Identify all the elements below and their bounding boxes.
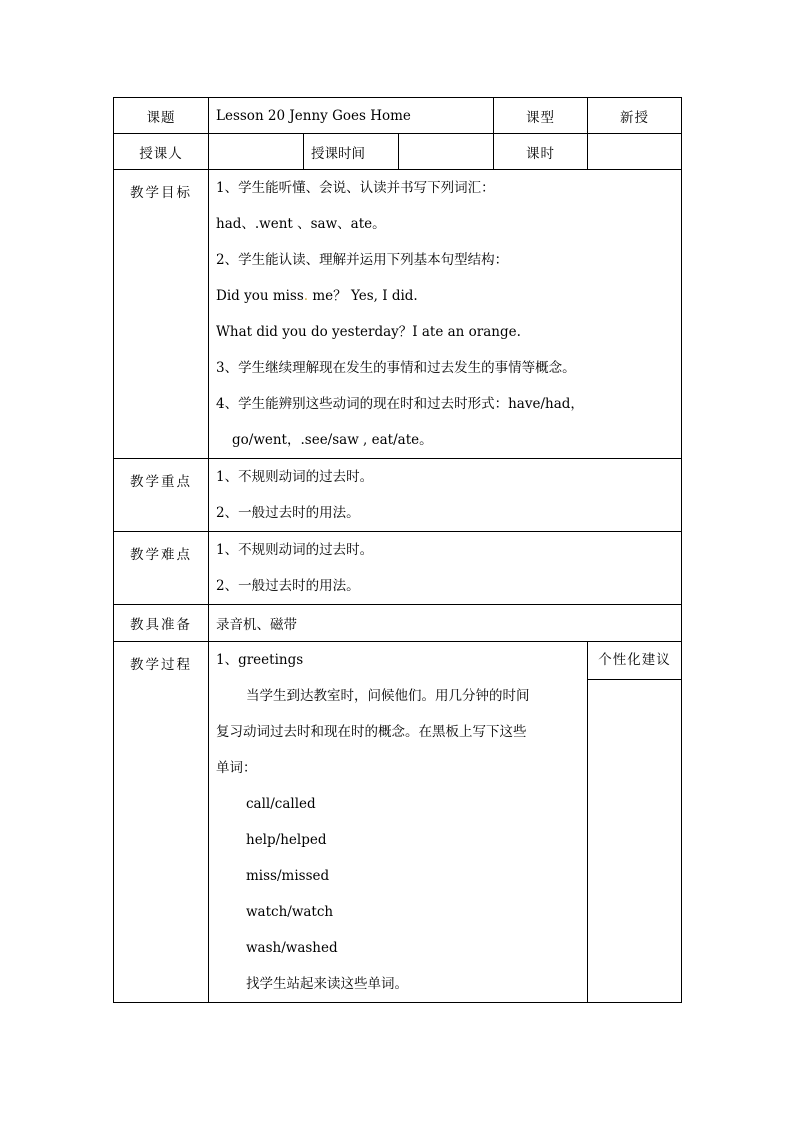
key-points-content xyxy=(209,459,682,532)
objective-line: 4、学生能辨别这些动词的现在时和过去时形式：have/had， xyxy=(216,396,584,412)
sentence-part-2: me？ Yes, I did. xyxy=(308,288,418,304)
row-teacher xyxy=(114,134,682,170)
objective-line: 2、学生能认读、理解并运用下列基本句型结构： xyxy=(216,252,509,268)
objective-line: go/went，.see/saw , eat/ate。 xyxy=(232,432,433,448)
row-topic xyxy=(114,98,682,134)
objective-line: 1、学生能听懂、会说、认读并书写下列词汇： xyxy=(216,180,495,196)
process-word: miss/missed xyxy=(246,868,330,884)
process-line: 复习动词过去时和现在时的概念。在黑板上写下这些 xyxy=(216,724,527,740)
process-word: watch/watch xyxy=(246,904,334,920)
advice-column xyxy=(588,642,682,1003)
objectives-label: 教学目标 xyxy=(114,170,209,459)
objective-line: had、.went 、saw、ate。 xyxy=(216,216,386,232)
row-difficulties xyxy=(114,532,682,605)
type-value: 新授 xyxy=(588,98,682,134)
difficulty-line: 1、不规则动词的过去时。 xyxy=(216,542,374,558)
process-label: 教学过程 xyxy=(114,642,209,1003)
topic-label: 课题 xyxy=(114,98,209,134)
process-line: 当学生到达教室时，问候他们。用几分钟的时间 xyxy=(246,688,530,704)
row-objectives xyxy=(114,170,682,459)
objectives-content xyxy=(209,170,682,459)
row-tools xyxy=(114,605,682,642)
process-line: 单词： xyxy=(216,760,257,776)
process-word: call/called xyxy=(246,796,316,812)
hours-label: 课时 xyxy=(494,134,588,170)
objective-sentence-line xyxy=(216,278,681,314)
lesson-plan-table xyxy=(113,97,682,1003)
row-process xyxy=(114,642,682,1003)
sentence-part-1: Did you miss xyxy=(216,288,304,304)
process-line: 找学生站起来读这些单词。 xyxy=(246,976,408,992)
teacher-value xyxy=(209,134,304,170)
hours-value xyxy=(588,134,682,170)
topic-value: Lesson 20 Jenny Goes Home xyxy=(209,98,494,134)
objective-line: 3、学生继续理解现在发生的事情和过去发生的事情等概念。 xyxy=(216,360,576,376)
teacher-label: 授课人 xyxy=(114,134,209,170)
difficulties-label: 教学难点 xyxy=(114,532,209,605)
process-word: help/helped xyxy=(246,832,327,848)
type-label: 课型 xyxy=(494,98,588,134)
sentence-dot: . xyxy=(303,288,309,304)
process-content xyxy=(209,642,588,1003)
process-word: wash/washed xyxy=(246,940,338,956)
process-line: 1、greetings xyxy=(216,652,304,668)
objective-line: What did you do yesterday？I ate an orange. xyxy=(216,324,521,340)
advice-label: 个性化建议 xyxy=(588,642,681,680)
time-value xyxy=(399,134,494,170)
key-point-line: 2、一般过去时的用法。 xyxy=(216,505,360,521)
key-point-line: 1、不规则动词的过去时。 xyxy=(216,469,374,485)
tools-value: 录音机、磁带 xyxy=(209,605,682,642)
difficulties-content xyxy=(209,532,682,605)
key-points-label: 教学重点 xyxy=(114,459,209,532)
difficulty-line: 2、一般过去时的用法。 xyxy=(216,578,360,594)
tools-label: 教具准备 xyxy=(114,605,209,642)
time-label: 授课时间 xyxy=(304,134,399,170)
row-key-points xyxy=(114,459,682,532)
